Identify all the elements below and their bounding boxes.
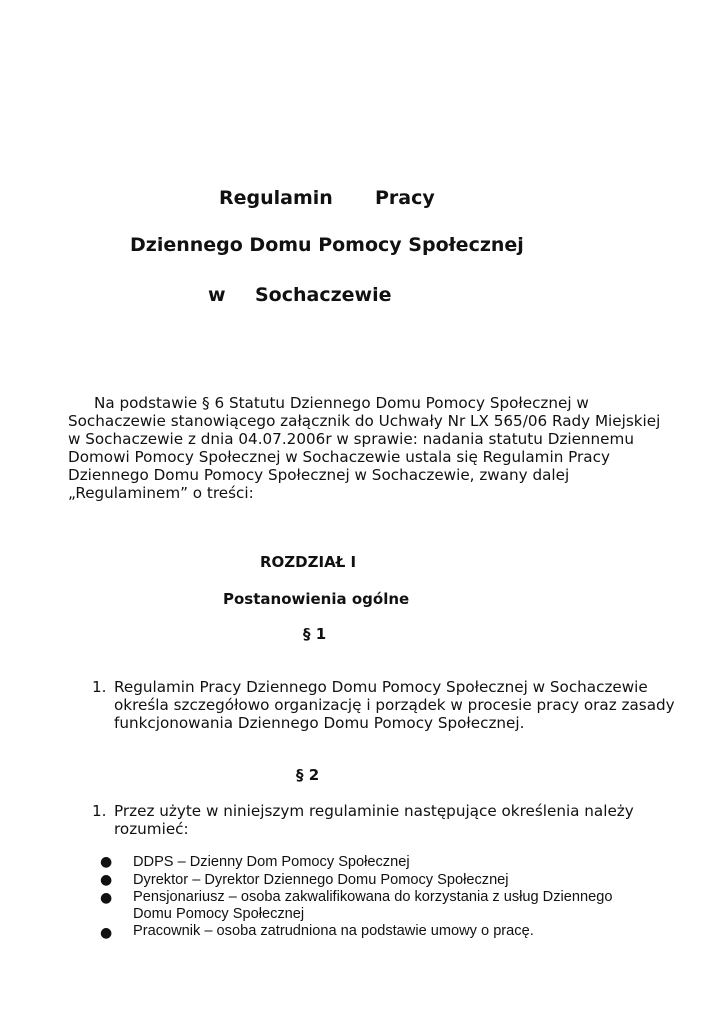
definition-pensjonariusz-cont: Domu Pomocy Społecznej <box>133 906 305 922</box>
definition-dyrektor: Dyrektor – Dyrektor Dziennego Domu Pomocy Społecznej <box>133 872 509 888</box>
definition-ddps: DDPS – Dzienny Dom Pomocy Społecznej <box>133 854 410 870</box>
intro-line: w Sochaczewie z dnia 04.07.2006r w sprawie: nadania statutu Dziennemu <box>68 430 634 448</box>
list-item-line: funkcjonowania Dziennego Domu Pomocy Społecznej. <box>114 714 525 732</box>
intro-line: „Regulaminem” o treści: <box>68 484 254 502</box>
bullet-icon: ● <box>100 872 113 888</box>
list-item-line: określa szczegółowo organizację i porządek w procesie pracy oraz zasady <box>114 696 675 714</box>
list-item-line: rozumieć: <box>114 820 189 838</box>
intro-line: Na podstawie § 6 Statutu Dziennego Domu Pomocy Społecznej w <box>94 394 589 412</box>
section-1-heading: § 1 <box>303 625 327 643</box>
list-item-line: Regulamin Pracy Dziennego Domu Pomocy Społecznej w Sochaczewie <box>114 678 648 696</box>
definition-pensjonariusz: Pensjonariusz – osoba zakwalifikowana do korzystania z usług Dziennego <box>133 889 613 905</box>
list-number: 1. <box>92 802 107 820</box>
chapter-subtitle: Postanowienia ogólne <box>223 590 410 608</box>
title-institution: Dziennego Domu Pomocy Społecznej <box>130 234 524 256</box>
chapter-heading: ROZDZIAŁ I <box>260 553 357 571</box>
bullet-icon: ● <box>100 854 113 870</box>
bullet-icon: ● <box>100 890 113 906</box>
definition-pracownik: Pracownik – osoba zatrudniona na podstawie umowy o pracę. <box>133 923 534 939</box>
title-w: w <box>208 284 226 306</box>
list-number: 1. <box>92 678 107 696</box>
title-pracy: Pracy <box>375 187 435 209</box>
title-regulamin: Regulamin <box>219 187 333 209</box>
list-item-line: Przez użyte w niniejszym regulaminie następujące określenia należy <box>114 802 634 820</box>
intro-line: Dziennego Domu Pomocy Społecznej w Sochaczewie, zwany dalej <box>68 466 570 484</box>
title-city: Sochaczewie <box>255 284 392 306</box>
intro-line: Sochaczewie stanowiącego załącznik do Uchwały Nr LX 565/06 Rady Miejskiej <box>68 412 661 430</box>
bullet-icon: ● <box>100 925 113 941</box>
intro-line: Domowi Pomocy Społecznej w Sochaczewie ustala się Regulamin Pracy <box>68 448 610 466</box>
section-2-heading: § 2 <box>296 766 320 784</box>
